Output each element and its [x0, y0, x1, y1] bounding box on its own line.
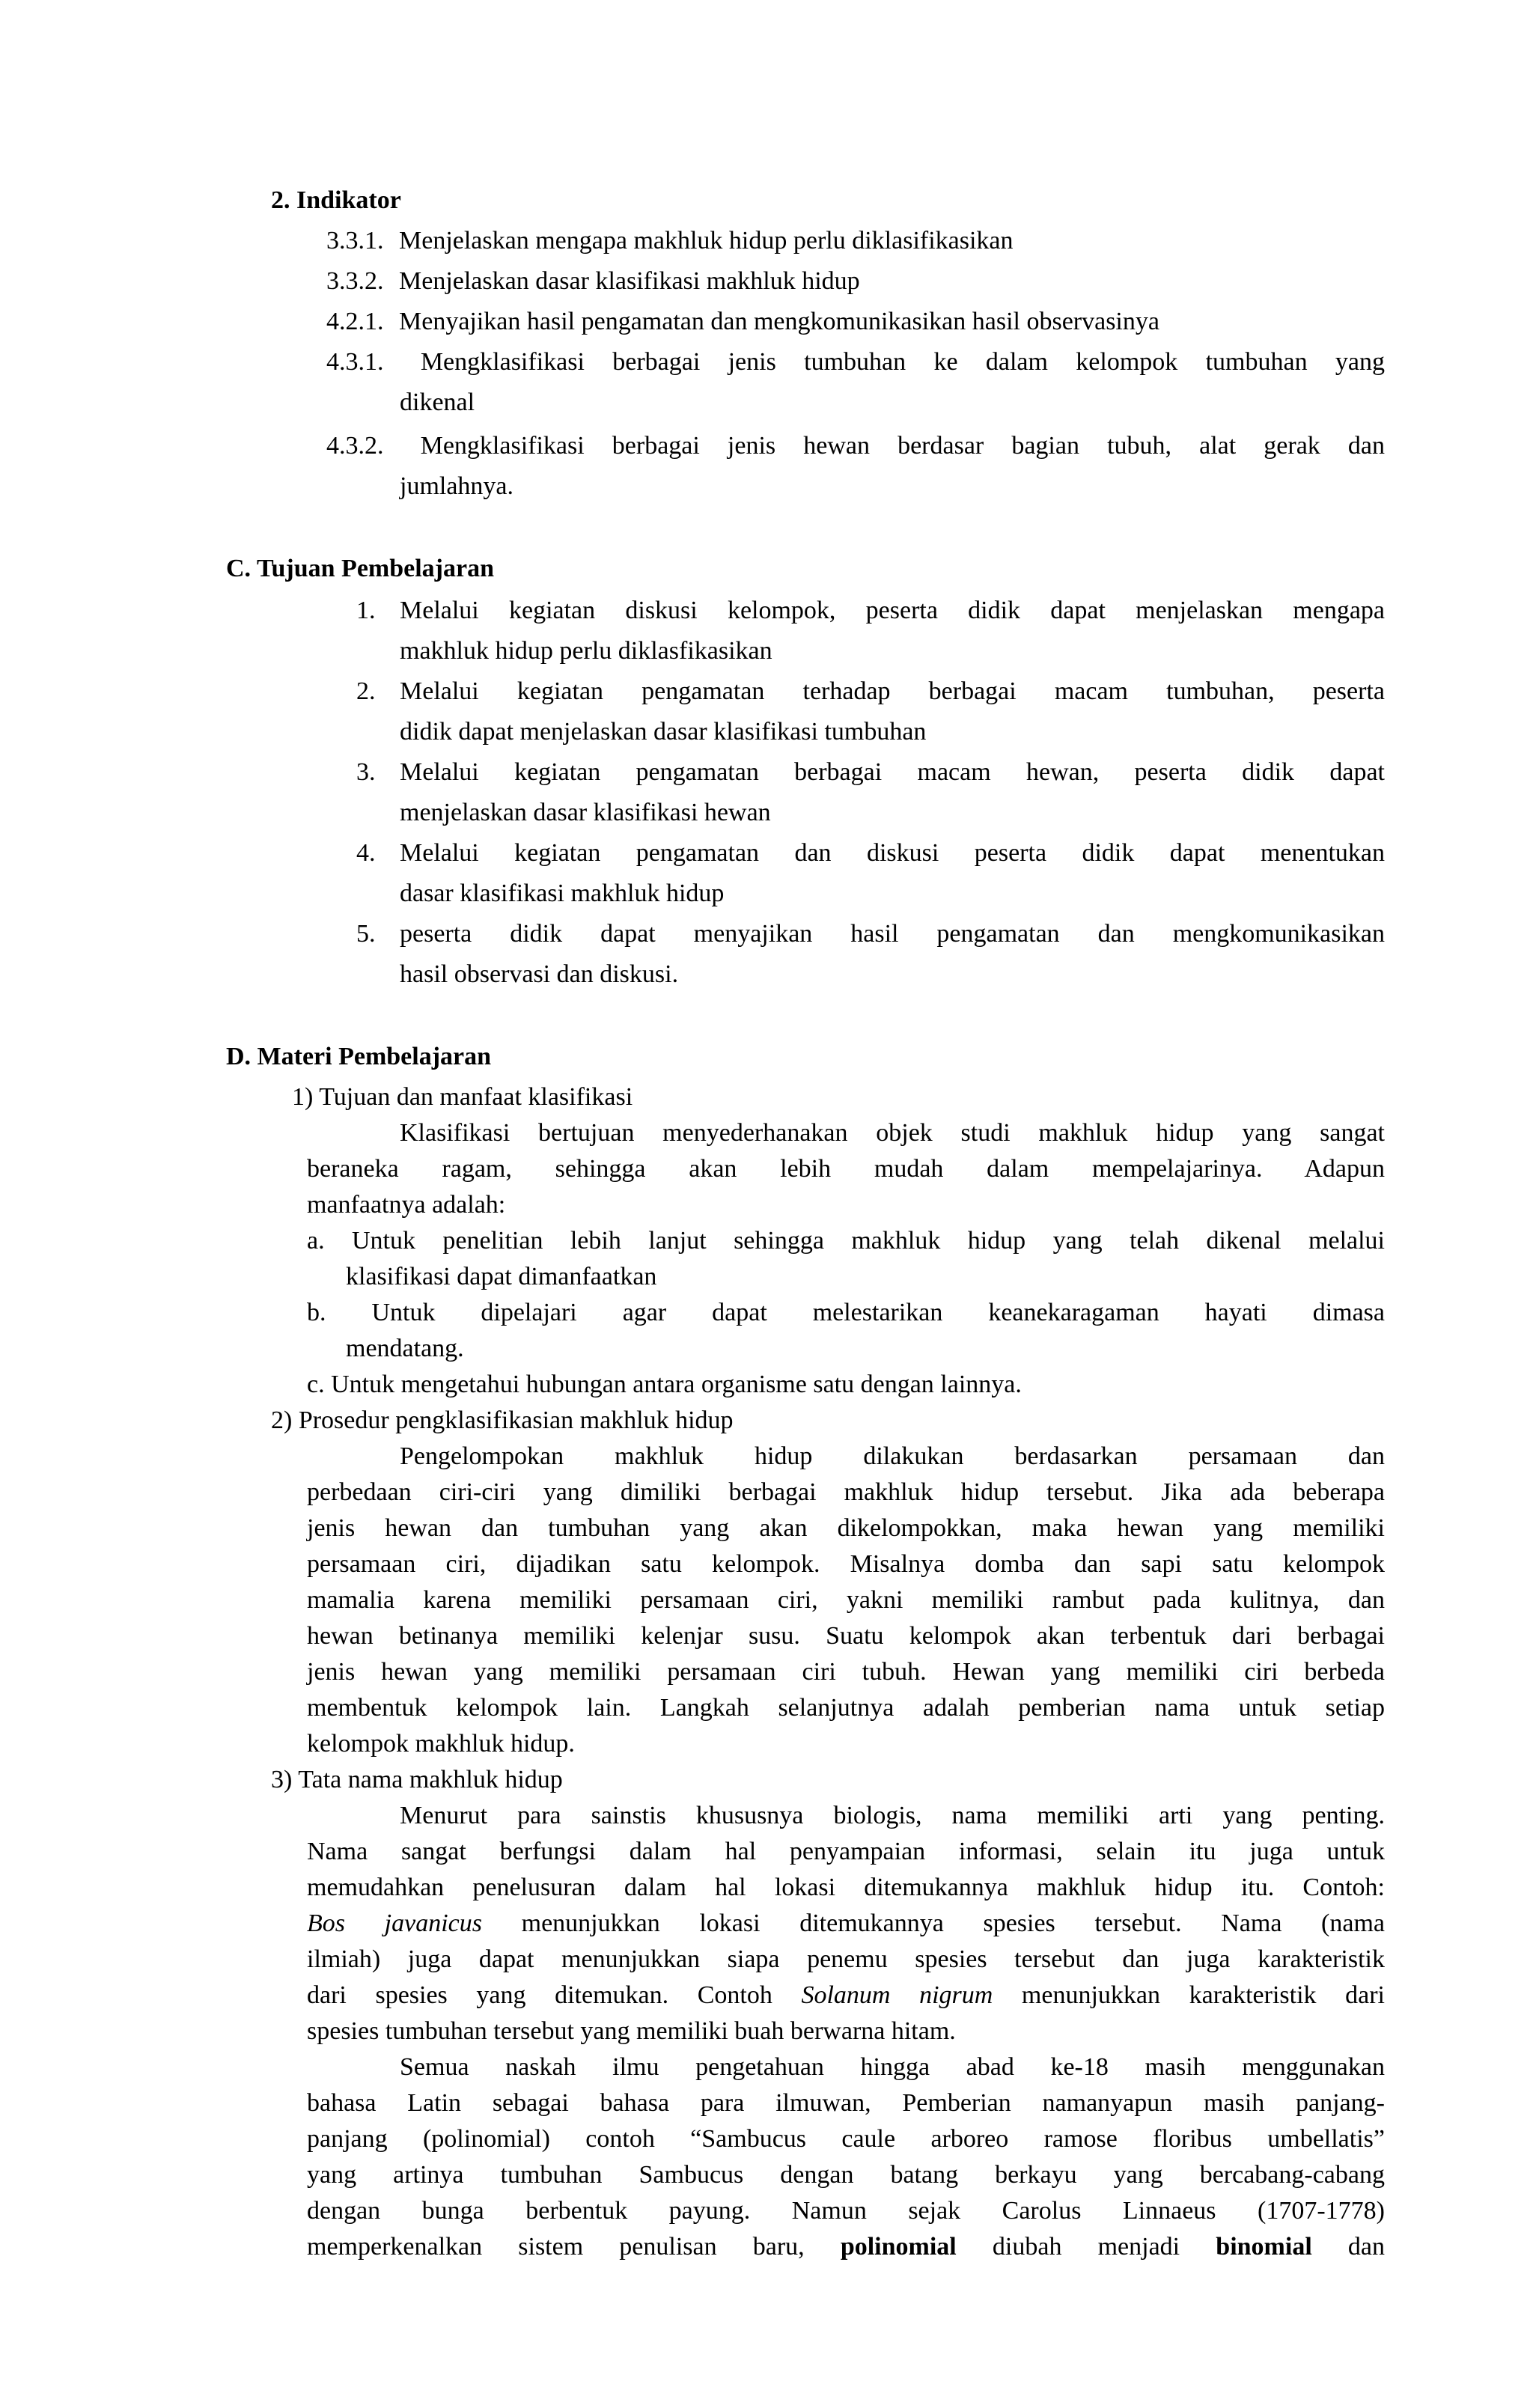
paragraph-line: beraneka ragam, sehingga akan lebih mudah dalam mempelajarinya. Adapun	[307, 1155, 1385, 1183]
paragraph-line: hewan betinanya memiliki kelenjar susu. Suatu kelompok akan terbentuk dari berbagai	[307, 1622, 1385, 1650]
list-item-b: b. Untuk dipelajari agar dapat melestarikan keanekaragaman hayati dimasa	[307, 1299, 1385, 1326]
paragraph-line: yang artinya tumbuhan Sambucus dengan batang berkayu yang bercabang-cabang	[307, 2161, 1385, 2189]
tujuan-item-line: makhluk hidup perlu diklasfikasikan	[400, 637, 772, 665]
tujuan-heading: C. Tujuan Pembelajaran	[226, 555, 494, 582]
tujuan-item-line: didik dapat menjelaskan dasar klasifikasi tumbuhan	[400, 718, 927, 746]
item-number: 3.3.1.	[326, 227, 384, 254]
paragraph-line: Menurut para sainstis khususnya biologis, nama memiliki arti yang penting.	[400, 1802, 1385, 1829]
species-name-italic: Bos javanicus	[307, 1909, 482, 1937]
tujuan-item-line: Melalui kegiatan pengamatan dan diskusi peserta didik dapat menentukan	[400, 839, 1385, 867]
item-number: 4.2.1.	[326, 308, 384, 335]
indikator-item	[326, 223, 1014, 259]
indikator-item	[326, 304, 1159, 340]
item-number: 3.3.2.	[326, 267, 384, 295]
paragraph-line	[307, 2229, 1385, 2265]
indikator-item	[326, 428, 1385, 464]
indikator-item	[326, 344, 1385, 380]
line-text: memperkenalkan sistem penulisan baru,	[307, 2233, 841, 2261]
indikator-item-continuation: jumlahnya.	[400, 472, 514, 500]
bold-term: polinomial	[840, 2233, 957, 2261]
tujuan-number: 3.	[356, 758, 376, 786]
paragraph-line: panjang (polinomial) contoh “Sambucus caule arboreo ramose floribus umbellatis”	[307, 2125, 1385, 2153]
list-item-c: c. Untuk mengetahui hubungan antara organisme satu dengan lainnya.	[307, 1371, 1022, 1398]
paragraph-line	[307, 1906, 1385, 1942]
paragraph-line: Nama sangat berfungsi dalam hal penyampaian informasi, selain itu juga untuk	[307, 1838, 1385, 1865]
paragraph-line: bahasa Latin sebagai bahasa para ilmuwan, Pemberian namanyapun masih panjang-	[307, 2089, 1385, 2117]
subsection-title: 1) Tujuan dan manfaat klasifikasi	[292, 1083, 633, 1111]
tujuan-item-line: Melalui kegiatan diskusi kelompok, peserta didik dapat menjelaskan mengapa	[400, 597, 1385, 624]
tujuan-item-line: hasil observasi dan diskusi.	[400, 960, 679, 988]
indikator-heading: 2. Indikator	[271, 186, 401, 214]
item-number: 4.3.2.	[326, 432, 384, 460]
paragraph-line: jenis hewan yang memiliki persamaan ciri tubuh. Hewan yang memiliki ciri berbeda	[307, 1658, 1385, 1686]
tujuan-item-line: dasar klasifikasi makhluk hidup	[400, 880, 725, 907]
paragraph-line: Semua naskah ilmu pengetahuan hingga abad ke-18 masih menggunakan	[400, 2053, 1385, 2081]
paragraph-line: perbedaan ciri-ciri yang dimiliki berbagai makhluk hidup tersebut. Jika ada beberapa	[307, 1478, 1385, 1506]
tujuan-number: 1.	[356, 597, 376, 624]
paragraph-line: membentuk kelompok lain. Langkah selanjutnya adalah pemberian nama untuk setiap	[307, 1694, 1385, 1722]
item-text: Mengklasifikasi berbagai jenis hewan berdasar bagian tubuh, alat gerak dan	[420, 432, 1385, 460]
paragraph-line: jenis hewan dan tumbuhan yang akan dikelompokkan, maka hewan yang memiliki	[307, 1514, 1385, 1542]
paragraph-line: Pengelompokan makhluk hidup dilakukan berdasarkan persamaan dan	[400, 1442, 1385, 1470]
line-text: dari spesies yang ditemukan. Contoh	[307, 1981, 802, 2009]
tujuan-number: 4.	[356, 839, 376, 867]
paragraph-line: memudahkan penelusuran dalam hal lokasi ditemukannya makhluk hidup itu. Contoh:	[307, 1874, 1385, 1901]
paragraph-line: manfaatnya adalah:	[307, 1191, 506, 1219]
tujuan-number: 5.	[356, 920, 376, 948]
item-text: Mengklasifikasi berbagai jenis tumbuhan ke dalam kelompok tumbuhan yang	[420, 348, 1385, 376]
item-text: Menjelaskan dasar klasifikasi makhluk hidup	[399, 267, 860, 295]
line-text: diubah menjadi	[956, 2233, 1216, 2261]
tujuan-item-line: Melalui kegiatan pengamatan berbagai macam hewan, peserta didik dapat	[400, 758, 1385, 786]
materi-heading: D. Materi Pembelajaran	[226, 1043, 492, 1070]
species-name-italic: Solanum nigrum	[801, 1981, 993, 2009]
item-text: Menjelaskan mengapa makhluk hidup perlu diklasifikasikan	[399, 227, 1014, 254]
line-text: dan	[1311, 2233, 1386, 2261]
item-text: Menyajikan hasil pengamatan dan mengkomunikasikan hasil observasinya	[399, 308, 1159, 335]
item-number: 4.3.1.	[326, 348, 384, 376]
line-text: menunjukkan lokasi ditemukannya spesies tersebut. Nama (nama	[481, 1909, 1386, 1937]
paragraph-line: dengan bunga berbentuk payung. Namun sejak Carolus Linnaeus (1707-1778)	[307, 2197, 1385, 2225]
paragraph-line: ilmiah) juga dapat menunjukkan siapa penemu spesies tersebut dan juga karakteristik	[307, 1945, 1385, 1973]
bold-term: binomial	[1216, 2233, 1312, 2261]
subsection-title: 3) Tata nama makhluk hidup	[271, 1766, 563, 1793]
paragraph-line: spesies tumbuhan tersebut yang memiliki buah berwarna hitam.	[307, 2017, 956, 2045]
tujuan-item-line: menjelaskan dasar klasifikasi hewan	[400, 799, 771, 826]
line-text: menunjukkan karakteristik dari	[993, 1981, 1386, 2009]
indikator-item	[326, 263, 860, 299]
paragraph-line: mamalia karena memiliki persamaan ciri, yakni memiliki rambut pada kulitnya, dan	[307, 1586, 1385, 1614]
list-item-a: a. Untuk penelitian lebih lanjut sehingga makhluk hidup yang telah dikenal melalui	[307, 1227, 1385, 1255]
paragraph-line: kelompok makhluk hidup.	[307, 1730, 575, 1758]
subsection-title: 2) Prosedur pengklasifikasian makhluk hidup	[271, 1406, 734, 1434]
indikator-item-continuation: dikenal	[400, 388, 475, 416]
tujuan-item-line: Melalui kegiatan pengamatan terhadap berbagai macam tumbuhan, peserta	[400, 677, 1385, 705]
list-item-a-continuation: klasifikasi dapat dimanfaatkan	[346, 1263, 657, 1290]
tujuan-number: 2.	[356, 677, 376, 705]
paragraph-line: Klasifikasi bertujuan menyederhanakan objek studi makhluk hidup yang sangat	[400, 1119, 1385, 1147]
tujuan-item-line: peserta didik dapat menyajikan hasil pengamatan dan mengkomunikasikan	[400, 920, 1385, 948]
list-item-b-continuation: mendatang.	[346, 1335, 464, 1362]
paragraph-line	[307, 1978, 1385, 2014]
paragraph-line: persamaan ciri, dijadikan satu kelompok. Misalnya domba dan sapi satu kelompok	[307, 1550, 1385, 1578]
